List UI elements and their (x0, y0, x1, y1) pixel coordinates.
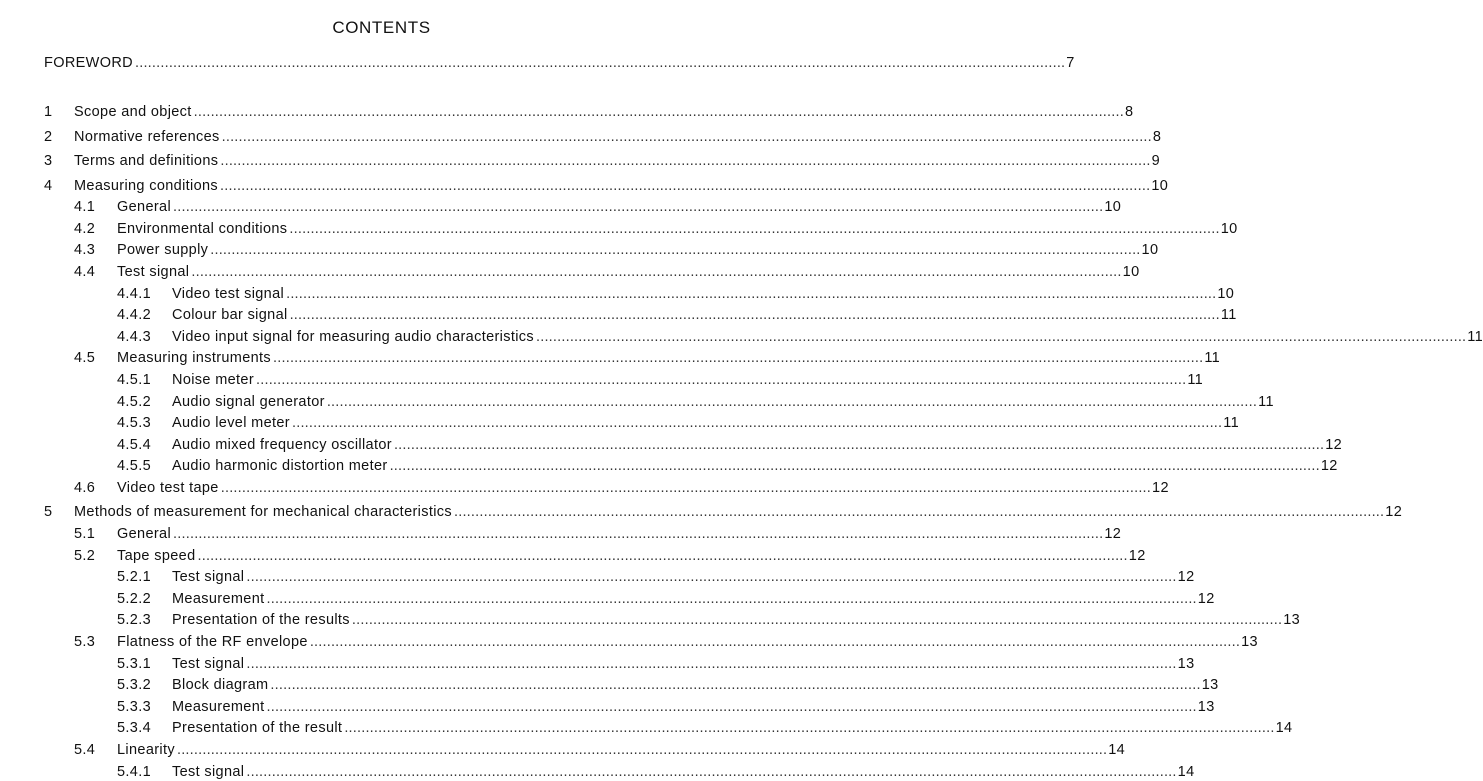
toc-entry-title: Video test tape (117, 480, 219, 496)
toc-entry-number: 2 (44, 129, 53, 145)
dot-leader: ............................................................................................................................................................................................................................ (351, 612, 1283, 628)
dot-leader: ............................................................................................................................................................................................................................ (197, 548, 1128, 564)
toc-entry-page: 12 (1152, 480, 1169, 496)
toc-entry-title: Normative references (74, 129, 220, 145)
toc-entry-title: Colour bar signal (172, 307, 288, 323)
toc-entry-number: 5.2.1 (117, 569, 151, 585)
toc-entry[interactable] (117, 306, 1237, 324)
toc-entry-page: 12 (1177, 569, 1195, 585)
dot-leader: ............................................................................................................................................................................................................................ (193, 104, 1124, 120)
toc-entry-page: 12 (1128, 548, 1146, 564)
dot-leader: ............................................................................................................................................................................................................................ (326, 394, 1258, 410)
toc-entry[interactable] (117, 590, 1215, 608)
toc-entry-number: 5.4.1 (117, 764, 151, 780)
toc-entry-page: 11 (1223, 415, 1240, 431)
toc-entry-page: 14 (1275, 720, 1293, 736)
toc-entry-number: 4.1 (74, 199, 96, 215)
toc-entry[interactable] (74, 263, 1140, 281)
dot-leader: ............................................................................................................................................................................................................................ (246, 569, 1177, 585)
toc-entry-number: 5.1 (74, 526, 96, 542)
dot-leader: ............................................................................................................................................................................................................................ (256, 372, 1187, 388)
toc-entry[interactable] (44, 152, 1161, 170)
toc-entry-page: 7 (1066, 55, 1075, 71)
dot-leader: ............................................................................................................................................................................................................................ (286, 286, 1217, 302)
toc-entry[interactable] (117, 371, 1204, 389)
toc-entry-number: 4.4.1 (117, 286, 151, 302)
toc-entry-page: 10 (1151, 178, 1169, 194)
dot-leader: ............................................................................................................................................................................................................................ (210, 242, 1141, 258)
toc-entry-number: 4.5.3 (117, 415, 151, 431)
toc-entry[interactable] (117, 568, 1195, 586)
toc-entry-title: Audio harmonic distortion meter (172, 458, 388, 474)
dot-leader: ............................................................................................................................................................................................................................ (273, 350, 1204, 366)
toc-entry-title: FOREWORD (44, 55, 133, 71)
toc-entry[interactable] (44, 54, 1075, 72)
toc-entry-title: Measuring conditions (74, 178, 219, 194)
toc-entry-title: Flatness of the RF envelope (117, 634, 308, 650)
toc-entry-title: Audio mixed frequency oscillator (172, 437, 392, 453)
toc-entry-number: 1 (44, 104, 53, 120)
toc-entry[interactable] (117, 763, 1195, 781)
toc-entry-page: 12 (1104, 526, 1122, 542)
dot-leader: ............................................................................................................................................................................................................................ (191, 264, 1122, 280)
toc-entry-page: 12 (1385, 504, 1403, 520)
toc-entry-number: 4.3 (74, 242, 96, 258)
toc-entry-page: 10 (1104, 199, 1122, 215)
dot-leader: ............................................................................................................................................................................................................................ (289, 221, 1220, 237)
toc-entry[interactable] (74, 525, 1122, 543)
toc-entry[interactable] (117, 719, 1293, 737)
toc-entry-page: 10 (1220, 221, 1238, 237)
toc-entry-number: 5.3.1 (117, 656, 151, 672)
toc-entry-number: 5.4 (74, 742, 96, 758)
toc-entry-title: Terms and definitions (74, 153, 219, 169)
dot-leader: ............................................................................................................................................................................................................................ (220, 178, 1151, 194)
toc-entry-number: 4.4 (74, 264, 96, 280)
toc-entry-page: 13 (1201, 677, 1219, 693)
toc-entry-title: Noise meter (172, 372, 255, 388)
toc-entry-title: Video input signal for measuring audio characteristics (172, 329, 534, 345)
toc-entry[interactable] (117, 611, 1301, 629)
toc-entry-number: 4.5.4 (117, 437, 151, 453)
toc-entry[interactable] (74, 479, 1169, 497)
dot-leader: ............................................................................................................................................................................................................................ (246, 656, 1177, 672)
toc-entry-page: 14 (1108, 742, 1126, 758)
toc-entry-page: 10 (1122, 264, 1140, 280)
toc-entry[interactable] (117, 676, 1219, 694)
toc-entry[interactable] (117, 328, 1483, 346)
toc-entry-number: 4.4.3 (117, 329, 151, 345)
toc-entry-number: 5.3.4 (117, 720, 151, 736)
toc-entry[interactable] (44, 503, 1403, 521)
toc-entry-number: 4.5.1 (117, 372, 151, 388)
toc-entry-page: 10 (1141, 242, 1159, 258)
toc-entry-page: 13 (1241, 634, 1258, 650)
toc-entry[interactable] (117, 285, 1235, 303)
toc-entry-number: 5.3 (74, 634, 96, 650)
toc-entry-title: Presentation of the result (172, 720, 343, 736)
toc-entry[interactable] (74, 633, 1258, 651)
toc-entry-title: Measurement (172, 591, 265, 607)
toc-entry[interactable] (74, 547, 1146, 565)
toc-entry-title: Audio signal generator (172, 394, 325, 410)
toc-entry[interactable] (117, 393, 1274, 411)
toc-entry[interactable] (74, 741, 1126, 759)
toc-entry-title: Test signal (172, 569, 245, 585)
toc-entry[interactable] (74, 220, 1238, 238)
toc-entry-page: 11 (1220, 307, 1237, 323)
dot-leader: ............................................................................................................................................................................................................................ (289, 307, 1220, 323)
toc-entry[interactable] (74, 349, 1221, 367)
toc-entry[interactable] (44, 128, 1162, 146)
toc-entry-title: Linearity (117, 742, 175, 758)
toc-entry-number: 5.2 (74, 548, 96, 564)
toc-entry-title: Test signal (117, 264, 190, 280)
dot-leader: ............................................................................................................................................................................................................................ (453, 504, 1385, 520)
toc-entry-title: General (117, 199, 172, 215)
dot-leader: ............................................................................................................................................................................................................................ (220, 153, 1151, 169)
toc-entry-title: Block diagram (172, 677, 269, 693)
toc-entry-page: 8 (1152, 129, 1162, 145)
dot-leader: ............................................................................................................................................................................................................................ (536, 329, 1467, 345)
toc-entry-page: 13 (1283, 612, 1301, 628)
toc-entry-title: Test signal (172, 764, 245, 780)
dot-leader: ............................................................................................................................................................................................................................ (393, 437, 1325, 453)
dot-leader: ............................................................................................................................................................................................................................ (173, 199, 1104, 215)
dot-leader: ............................................................................................................................................................................................................................ (173, 526, 1104, 542)
dot-leader: ............................................................................................................................................................................................................................ (176, 742, 1108, 758)
toc-entry-page: 11 (1187, 372, 1204, 388)
toc-entry[interactable] (44, 103, 1134, 121)
toc-entry-page: 10 (1217, 286, 1235, 302)
toc-entry-page: 11 (1258, 394, 1274, 410)
toc-entry-title: Tape speed (117, 548, 196, 564)
toc-entry-title: Power supply (117, 242, 209, 258)
toc-entry-title: Video test signal (172, 286, 285, 302)
toc-entry-number: 4.2 (74, 221, 96, 237)
toc-entry[interactable] (74, 198, 1122, 216)
dot-leader: ............................................................................................................................................................................................................................ (270, 677, 1201, 693)
toc-entry-number: 4.5 (74, 350, 96, 366)
toc-entry-title: Scope and object (74, 104, 192, 120)
toc-entry-page: 8 (1124, 104, 1134, 120)
toc-entry-number: 4 (44, 178, 53, 194)
dot-leader: ............................................................................................................................................................................................................................ (291, 415, 1223, 431)
dot-leader: ............................................................................................................................................................................................................................ (246, 764, 1177, 780)
toc-entry-number: 5.2.3 (117, 612, 151, 628)
toc-entry-number: 4.5.2 (117, 394, 151, 410)
toc-entry-title: Measuring instruments (117, 350, 272, 366)
toc-entry-number: 4.4.2 (117, 307, 151, 323)
toc-entry-page: 9 (1151, 153, 1161, 169)
toc-entry[interactable] (117, 436, 1343, 454)
toc-entry-page: 12 (1197, 591, 1215, 607)
toc-entry-page: 14 (1177, 764, 1195, 780)
toc-entry[interactable] (117, 655, 1195, 673)
dot-leader: ............................................................................................................................................................................................................................ (344, 720, 1275, 736)
toc-entry-title: Presentation of the results (172, 612, 350, 628)
toc-entry[interactable] (44, 177, 1169, 195)
toc-entry-number: 4.5.5 (117, 458, 151, 474)
toc-entry-page: 13 (1197, 699, 1215, 715)
toc-entry-title: Measurement (172, 699, 265, 715)
toc-entry-page: 12 (1325, 437, 1343, 453)
dot-leader: ............................................................................................................................................................................................................................ (135, 55, 1066, 71)
contents-heading: CONTENTS (332, 18, 431, 37)
toc-entry-title: Methods of measurement for mechanical characteristics (74, 504, 452, 520)
toc-entry-title: General (117, 526, 172, 542)
toc-entry-number: 4.6 (74, 480, 96, 496)
dot-leader: ............................................................................................................................................................................................................................ (266, 591, 1197, 607)
toc-entry[interactable] (117, 698, 1215, 716)
toc-entry-page: 11 (1467, 329, 1483, 345)
dot-leader: ............................................................................................................................................................................................................................ (221, 129, 1152, 145)
dot-leader: ............................................................................................................................................................................................................................ (220, 480, 1152, 496)
toc-entry[interactable] (117, 414, 1240, 432)
toc-entry-number: 5.2.2 (117, 591, 151, 607)
toc-entry-page: 13 (1177, 656, 1195, 672)
dot-leader: ............................................................................................................................................................................................................................ (309, 634, 1241, 650)
toc-entry-page: 11 (1204, 350, 1221, 366)
toc-entry-number: 5.3.3 (117, 699, 151, 715)
toc-entry-number: 5.3.2 (117, 677, 151, 693)
toc-entry-title: Audio level meter (172, 415, 290, 431)
toc-entry-number: 3 (44, 153, 53, 169)
toc-entry-title: Environmental conditions (117, 221, 288, 237)
toc-entry-number: 5 (44, 504, 53, 520)
toc-entry[interactable] (74, 241, 1159, 259)
toc-entry[interactable] (117, 457, 1338, 475)
dot-leader: ............................................................................................................................................................................................................................ (266, 699, 1197, 715)
dot-leader: ............................................................................................................................................................................................................................ (389, 458, 1320, 474)
toc-entry-page: 12 (1320, 458, 1338, 474)
toc-entry-title: Test signal (172, 656, 245, 672)
